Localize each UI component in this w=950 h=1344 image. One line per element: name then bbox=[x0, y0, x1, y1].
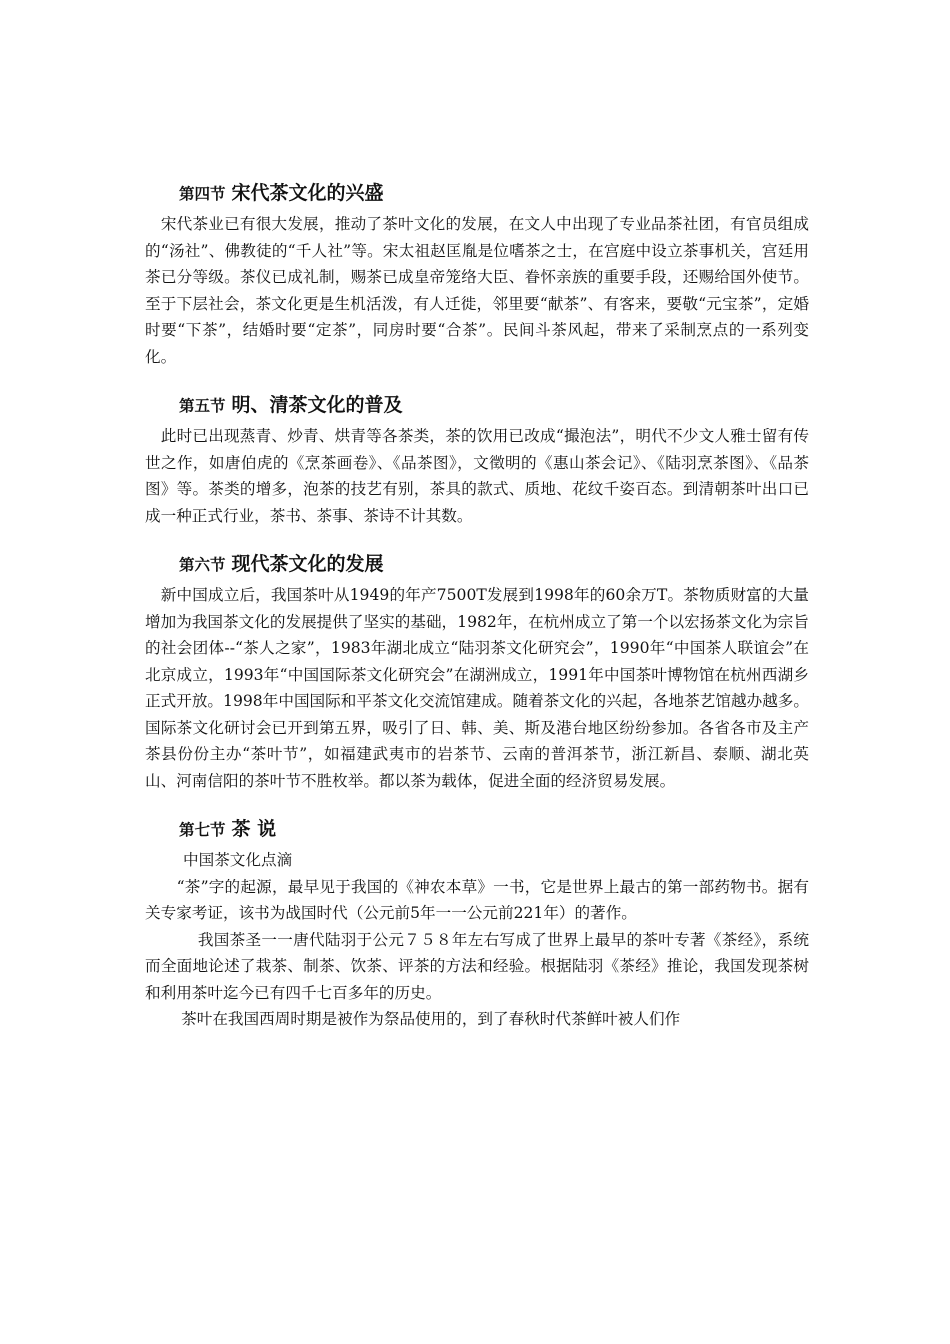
paragraph: 宋代茶业已有很大发展，推动了茶叶文化的发展，在文人中出现了专业品茶社团，有官员组成的“汤社”、佛教徒的“千人社”等。宋太祖赵匡胤是位嗜茶之士，在宫庭中设立茶事机关，宫廷用茶已分等级。茶仪已成礼制，赐茶已成皇帝笼络大臣、眷怀亲族的重要手段，还赐给国外使节。至于下层社会，茶文化更是生机活泼，有人迁徙，邻里要“献茶”、有客来，要敬“元宝茶”，定婚时要“下茶”，结婚时要“定茶”，同房时要“合茶”。民间斗茶风起，带来了采制烹点的一系列变化。 bbox=[145, 215, 809, 366]
subheading: 中国茶文化点滴 bbox=[183, 851, 293, 869]
paragraph: 我国茶圣一一唐代陆羽于公元７５８年左右写成了世界上最早的茶叶专著《茶经》，系统而全面地论述了栽茶、制茶、饮茶、评茶的方法和经验。根据陆羽《茶经》推论，我国发现茶树和利用茶叶迄今已有四千七百多年的历史。 bbox=[145, 930, 809, 1002]
section-heading bbox=[179, 812, 809, 847]
section-spacer bbox=[145, 370, 809, 388]
section-number: 第五节 bbox=[179, 397, 226, 415]
section-title: 明、清茶文化的普及 bbox=[231, 394, 403, 416]
section-title: 茶 说 bbox=[231, 818, 277, 840]
section-5 bbox=[145, 388, 809, 529]
document-body bbox=[145, 176, 809, 1033]
paragraph: 新中国成立后，我国茶叶从1949的年产7500T发展到1998年的60余万T。茶物质财富的大量增加为我国茶文化的发展提供了坚实的基础，1982年，在杭州成立了第一个以宏扬茶文化为宗旨的社会团体--“茶人之家”，1983年湖北成立“陆羽茶文化研究会”，1990年“中国茶人联谊会”在北京成立，1993年“中国国际茶文化研究会”在湖洲成立，1991年中国茶叶博物馆在杭州西湖乡正式开放。1998年中国国际和平茶文化交流馆建成。随着茶文化的兴起，各地茶艺馆越办越多。国际茶文化研讨会已开到第五界，吸引了日、韩、美、斯及港台地区纷纷参加。各省各市及主产茶县份份主办“茶叶节”，如福建武夷市的岩茶节、云南的普洱茶节，浙江新昌、泰顺、湖北英山、河南信阳的茶叶节不胜枚举。都以茶为载体，促进全面的经济贸易发展。 bbox=[145, 586, 809, 790]
paragraph: 茶叶在我国西周时期是被作为祭品使用的，到了春秋时代茶鲜叶被人们作 bbox=[145, 1010, 681, 1028]
section-4 bbox=[145, 176, 809, 370]
section-6 bbox=[145, 547, 809, 794]
section-spacer bbox=[145, 794, 809, 812]
paragraph: “茶”字的起源，最早见于我国的《神农本草》一书，它是世界上最古的第一部药物书。据有关专家考证，该书为战国时代（公元前5年一一公元前221年）的著作。 bbox=[145, 877, 809, 922]
section-heading bbox=[179, 547, 809, 582]
section-number: 第七节 bbox=[179, 821, 226, 839]
section-title: 现代茶文化的发展 bbox=[231, 553, 384, 575]
paragraph: 此时已出现蒸青、炒青、烘青等各茶类，茶的饮用已改成“撮泡法”，明代不少文人雅士留有传世之作，如唐伯虎的《烹茶画卷》、《品茶图》，文徵明的《惠山茶会记》、《陆羽烹茶图》、《品茶图》等。茶类的增多，泡茶的技艺有别，茶具的款式、质地、花纹千姿百态。到清朝茶叶出口已成一种正式行业，茶书、茶事、茶诗不计其数。 bbox=[145, 427, 809, 525]
section-number: 第四节 bbox=[179, 185, 226, 203]
section-7 bbox=[145, 812, 809, 1033]
section-spacer bbox=[145, 529, 809, 547]
section-title: 宋代茶文化的兴盛 bbox=[231, 182, 384, 204]
section-heading bbox=[179, 388, 809, 423]
section-heading bbox=[179, 176, 809, 211]
section-number: 第六节 bbox=[179, 556, 226, 574]
